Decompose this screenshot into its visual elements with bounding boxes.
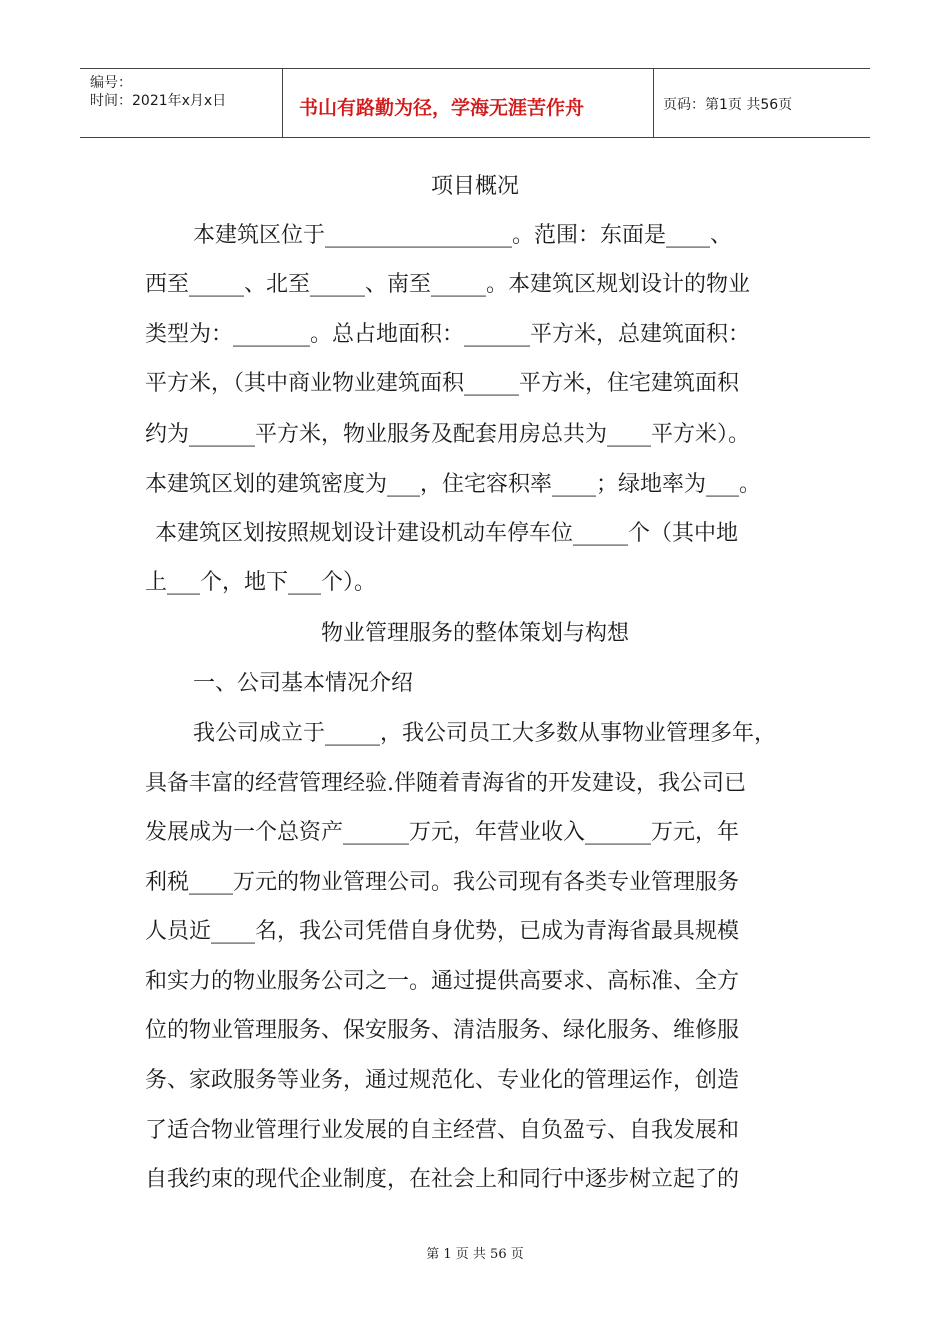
page-footer: 第 1 页 共 56 页 [426,1247,524,1262]
paragraph-line: 本建筑区划的建筑密度为___，住宅容积率____；绿地率为___。 [145,472,762,497]
paragraph-line: 务、家政服务等业务，通过规范化、专业化的管理运作，创造 [145,1068,740,1093]
document-number-label: 编号： [90,75,132,91]
section-title-project-overview: 项目概况 [430,174,519,199]
document-date: 时间：2021年x月x日 [90,93,227,109]
header-page-cell [653,69,870,137]
paragraph-line: 平方米，（其中商业物业建筑面积_____平方米，住宅建筑面积 [145,371,740,396]
paragraph-line: 上___个，地下___个）。 [145,570,377,595]
header-motto-cell [282,69,654,137]
paragraph-line: 具备丰富的经营管理经验.伴随着青海省的开发建设，我公司已 [145,771,746,796]
paragraph-line: 位的物业管理服务、保安服务、清洁服务、绿化服务、维修服 [145,1018,740,1043]
document-header [80,68,870,138]
paragraph-line: 人员近____名，我公司凭借自身优势，已成为青海省最具规模 [145,919,740,944]
motto-text: 书山有路勤为径，学海无涯苦作舟 [299,97,585,119]
header-page-info: 页码：第1页 共56页 [663,97,793,113]
paragraph-line: 发展成为一个总资产______万元，年营业收入______万元，年 [145,820,740,845]
subsection-heading: 一、公司基本情况介绍 [193,671,414,696]
paragraph-line: 本建筑区位于_________________。范围：东面是____、 [193,223,733,248]
paragraph-line: 和实力的物业服务公司之一。通过提供高要求、高标准、全方 [145,969,740,994]
paragraph-line: 利税____万元的物业管理公司。我公司现有各类专业管理服务 [145,870,740,895]
paragraph-line: 了适合物业管理行业发展的自主经营、自负盈亏、自我发展和 [145,1118,740,1143]
paragraph-line: 本建筑区划按照规划设计建设机动车停车位_____个（其中地 [155,521,739,546]
section-title-strategy: 物业管理服务的整体策划与构想 [320,621,629,646]
paragraph-line: 自我约束的现代企业制度，在社会上和同行中逐步树立起了的 [145,1167,740,1192]
paragraph-line: 我公司成立于_____，我公司员工大多数从事物业管理多年， [193,721,777,746]
paragraph-line: 约为______平方米，物业服务及配套用房总共为____平方米）。 [145,422,751,447]
header-meta-cell [80,69,282,137]
paragraph-line: 类型为：_______。总占地面积：______平方米，总建筑面积： [145,322,751,347]
paragraph-line: 西至_____、北至_____、南至_____。本建筑区规划设计的物业 [145,272,751,297]
